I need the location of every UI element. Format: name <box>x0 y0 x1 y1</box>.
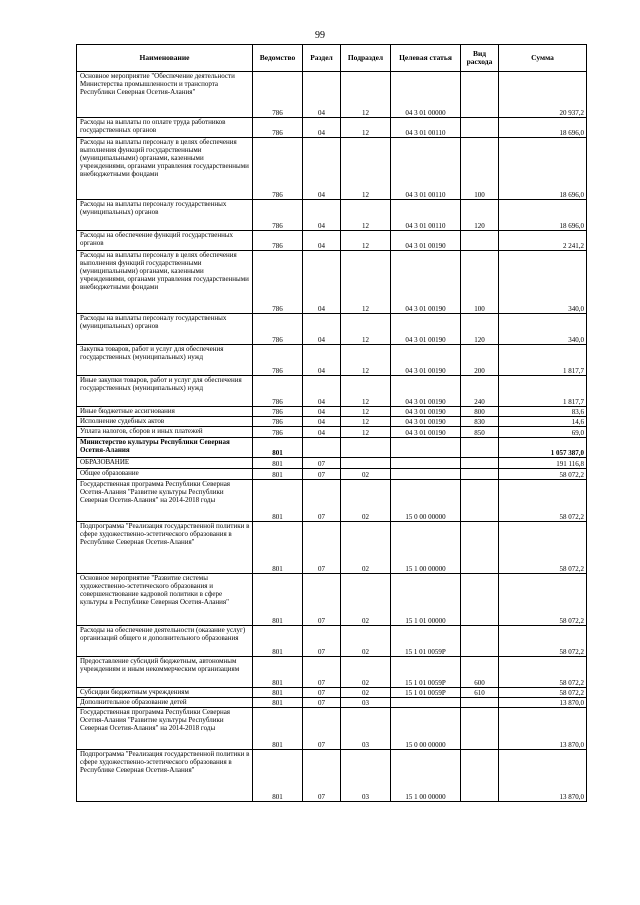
row-section-cell: 04 <box>303 407 341 417</box>
row-amount-cell: 13 870,0 <box>499 698 587 708</box>
row-department-cell: 786 <box>253 231 303 251</box>
row-subsection-cell: 12 <box>341 72 391 118</box>
row-name-cell: Расходы на выплаты персоналу в целях обеспечения выполнения функций государственными (муниципальными) органами, казенными учреждениями, органами управления государственными внебюджетными фондами <box>77 251 253 314</box>
row-target-item-cell: 15 1 01 0059Р <box>391 626 461 657</box>
row-subsection-cell: 02 <box>341 469 391 480</box>
row-amount-cell: 340,0 <box>499 314 587 345</box>
row-name-cell: Подпрограмма "Реализация государственной политики в сфере художественно-эстетического образования в Республике Северная Осетия-Алания" <box>77 750 253 802</box>
row-amount-cell: 2 241,2 <box>499 231 587 251</box>
row-target-item-cell: 15 1 00 00000 <box>391 522 461 574</box>
row-department-cell: 801 <box>253 438 303 458</box>
table-row <box>77 458 587 469</box>
row-target-item-cell: 04 3 01 00190 <box>391 417 461 427</box>
table-row <box>77 522 587 574</box>
row-subsection-cell: 02 <box>341 688 391 698</box>
row-target-item-cell: 04 3 01 00190 <box>391 231 461 251</box>
row-section-cell: 07 <box>303 458 341 469</box>
row-section-cell: 07 <box>303 698 341 708</box>
row-subsection-cell: 12 <box>341 118 391 138</box>
row-subsection-cell: 12 <box>341 138 391 200</box>
row-section-cell: 04 <box>303 376 341 407</box>
table-row <box>77 407 587 417</box>
row-name-cell: Расходы на выплаты по оплате труда работников государственных органов <box>77 118 253 138</box>
table-row <box>77 438 587 458</box>
row-amount-cell: 14,6 <box>499 417 587 427</box>
row-section-cell: 04 <box>303 345 341 376</box>
table-row <box>77 688 587 698</box>
row-subsection-cell: 02 <box>341 574 391 626</box>
row-target-item-cell <box>391 469 461 480</box>
row-name-cell: Расходы на обеспечение функций государственных органов <box>77 231 253 251</box>
row-department-cell: 801 <box>253 657 303 688</box>
row-amount-cell: 18 696,0 <box>499 138 587 200</box>
row-subsection-cell: 12 <box>341 345 391 376</box>
row-section-cell <box>303 438 341 458</box>
row-department-cell: 801 <box>253 458 303 469</box>
row-name-cell: Иные бюджетные ассигнования <box>77 407 253 417</box>
table-row <box>77 469 587 480</box>
row-name-cell: Подпрограмма "Реализация государственной политики в сфере художественно-эстетического образования в Республике Северная Осетия-Алания" <box>77 522 253 574</box>
row-subsection-cell: 12 <box>341 314 391 345</box>
row-department-cell: 801 <box>253 574 303 626</box>
table-row <box>77 480 587 522</box>
row-section-cell: 07 <box>303 480 341 522</box>
row-target-item-cell: 04 3 01 00110 <box>391 138 461 200</box>
row-expense-type-cell <box>461 438 499 458</box>
row-section-cell: 07 <box>303 626 341 657</box>
row-name-cell: Уплата налогов, сборов и иных платежей <box>77 427 253 438</box>
table-row <box>77 574 587 626</box>
row-amount-cell: 191 116,8 <box>499 458 587 469</box>
row-amount-cell: 58 072,2 <box>499 574 587 626</box>
row-department-cell: 786 <box>253 314 303 345</box>
row-department-cell: 801 <box>253 480 303 522</box>
row-department-cell: 786 <box>253 138 303 200</box>
row-expense-type-cell <box>461 708 499 750</box>
row-section-cell: 04 <box>303 118 341 138</box>
row-target-item-cell: 15 0 00 00000 <box>391 708 461 750</box>
header-subsection: Подраздел <box>341 45 391 72</box>
row-amount-cell: 18 696,0 <box>499 118 587 138</box>
row-department-cell: 786 <box>253 407 303 417</box>
row-subsection-cell: 03 <box>341 698 391 708</box>
row-department-cell: 801 <box>253 469 303 480</box>
row-amount-cell: 13 870,0 <box>499 708 587 750</box>
row-section-cell: 04 <box>303 417 341 427</box>
row-department-cell: 786 <box>253 376 303 407</box>
row-subsection-cell: 03 <box>341 708 391 750</box>
row-expense-type-cell <box>461 118 499 138</box>
row-section-cell: 07 <box>303 750 341 802</box>
row-department-cell: 786 <box>253 72 303 118</box>
row-subsection-cell: 02 <box>341 480 391 522</box>
table-row <box>77 657 587 688</box>
row-amount-cell: 1 057 387,0 <box>499 438 587 458</box>
table-row <box>77 251 587 314</box>
row-name-cell: Государственная программа Республики Северная Осетия-Алания "Развитие культуры Республики Северная Осетия-Алания" на 2014-2018 годы <box>77 480 253 522</box>
row-target-item-cell: 15 1 01 0059Р <box>391 688 461 698</box>
row-expense-type-cell <box>461 522 499 574</box>
row-name-cell: Министерство культуры Республики Северная Осетия-Алания <box>77 438 253 458</box>
row-section-cell: 07 <box>303 657 341 688</box>
row-expense-type-cell: 850 <box>461 427 499 438</box>
row-target-item-cell: 04 3 01 00190 <box>391 407 461 417</box>
row-subsection-cell: 03 <box>341 750 391 802</box>
row-subsection-cell: 12 <box>341 427 391 438</box>
header-name: Наименование <box>77 45 253 72</box>
table-row <box>77 376 587 407</box>
row-expense-type-cell: 800 <box>461 407 499 417</box>
row-expense-type-cell <box>461 231 499 251</box>
row-name-cell: Иные закупки товаров, работ и услуг для обеспечения государственных (муниципальных) нужд <box>77 376 253 407</box>
row-section-cell: 04 <box>303 200 341 231</box>
row-target-item-cell: 04 3 01 00190 <box>391 376 461 407</box>
row-department-cell: 801 <box>253 688 303 698</box>
row-subsection-cell: 12 <box>341 376 391 407</box>
row-name-cell: Основное мероприятие "Обеспечение деятельности Министерства промышленности и транспорта Республики Северная Осетия-Алания" <box>77 72 253 118</box>
row-amount-cell: 58 072,2 <box>499 626 587 657</box>
row-target-item-cell <box>391 458 461 469</box>
header-section: Раздел <box>303 45 341 72</box>
row-name-cell: Расходы на обеспечение деятельности (оказание услуг) организаций общего и дополнительного образования <box>77 626 253 657</box>
row-section-cell: 04 <box>303 231 341 251</box>
table-row <box>77 417 587 427</box>
page-number: 99 <box>315 30 325 41</box>
table-row <box>77 626 587 657</box>
row-department-cell: 801 <box>253 626 303 657</box>
table-header-row <box>77 45 587 72</box>
row-department-cell: 801 <box>253 522 303 574</box>
row-expense-type-cell <box>461 480 499 522</box>
row-amount-cell: 58 072,2 <box>499 657 587 688</box>
header-amount: Сумма <box>499 45 587 72</box>
row-section-cell: 04 <box>303 138 341 200</box>
row-target-item-cell: 15 1 01 0059Р <box>391 657 461 688</box>
table-row <box>77 345 587 376</box>
row-expense-type-cell: 200 <box>461 345 499 376</box>
row-expense-type-cell: 830 <box>461 417 499 427</box>
row-expense-type-cell: 100 <box>461 138 499 200</box>
row-amount-cell: 1 817,7 <box>499 376 587 407</box>
table-row <box>77 427 587 438</box>
row-department-cell: 786 <box>253 200 303 231</box>
row-expense-type-cell <box>461 626 499 657</box>
row-section-cell: 04 <box>303 251 341 314</box>
row-expense-type-cell: 240 <box>461 376 499 407</box>
row-target-item-cell: 04 3 01 00190 <box>391 345 461 376</box>
row-department-cell: 801 <box>253 708 303 750</box>
row-target-item-cell <box>391 438 461 458</box>
table-row <box>77 750 587 802</box>
row-amount-cell: 340,0 <box>499 251 587 314</box>
table-row <box>77 72 587 118</box>
row-section-cell: 07 <box>303 522 341 574</box>
row-name-cell: Предоставление субсидий бюджетным, автономным учреждениям и иным некоммерческим организациям <box>77 657 253 688</box>
header-department: Ведомство <box>253 45 303 72</box>
row-amount-cell: 20 937,2 <box>499 72 587 118</box>
row-target-item-cell: 04 3 01 00110 <box>391 118 461 138</box>
row-amount-cell: 69,0 <box>499 427 587 438</box>
row-department-cell: 786 <box>253 427 303 438</box>
row-name-cell: Общее образование <box>77 469 253 480</box>
row-section-cell: 07 <box>303 469 341 480</box>
table-row <box>77 708 587 750</box>
row-expense-type-cell <box>461 698 499 708</box>
row-subsection-cell: 12 <box>341 200 391 231</box>
row-name-cell: Основное мероприятие "Развитие системы художественно-эстетического образования и совершенствование кадровой политики в сфере культуры в Республике Северная Осетия-Алания" <box>77 574 253 626</box>
row-subsection-cell: 12 <box>341 407 391 417</box>
row-amount-cell: 18 696,0 <box>499 200 587 231</box>
row-name-cell: Расходы на выплаты персоналу государственных (муниципальных) органов <box>77 314 253 345</box>
row-target-item-cell: 04 3 01 00190 <box>391 427 461 438</box>
row-subsection-cell: 02 <box>341 522 391 574</box>
table-row <box>77 118 587 138</box>
row-department-cell: 786 <box>253 417 303 427</box>
row-target-item-cell: 04 3 01 00190 <box>391 314 461 345</box>
row-name-cell: Субсидии бюджетным учреждениям <box>77 688 253 698</box>
row-expense-type-cell <box>461 458 499 469</box>
row-expense-type-cell: 610 <box>461 688 499 698</box>
row-name-cell: Дополнительное образование детей <box>77 698 253 708</box>
row-department-cell: 801 <box>253 698 303 708</box>
header-target-item: Целевая статья <box>391 45 461 72</box>
row-target-item-cell: 15 1 01 00000 <box>391 574 461 626</box>
row-department-cell: 786 <box>253 251 303 314</box>
row-section-cell: 04 <box>303 72 341 118</box>
row-amount-cell: 58 072,2 <box>499 469 587 480</box>
row-subsection-cell: 02 <box>341 626 391 657</box>
row-name-cell: Исполнение судебных актов <box>77 417 253 427</box>
row-department-cell: 786 <box>253 345 303 376</box>
row-section-cell: 07 <box>303 574 341 626</box>
row-amount-cell: 83,6 <box>499 407 587 417</box>
table-row <box>77 200 587 231</box>
table-row <box>77 231 587 251</box>
row-expense-type-cell: 120 <box>461 200 499 231</box>
row-section-cell: 07 <box>303 708 341 750</box>
row-target-item-cell: 04 3 01 00190 <box>391 251 461 314</box>
row-target-item-cell: 04 3 01 00110 <box>391 200 461 231</box>
row-amount-cell: 13 870,0 <box>499 750 587 802</box>
row-expense-type-cell <box>461 750 499 802</box>
row-target-item-cell: 15 0 00 00000 <box>391 480 461 522</box>
row-subsection-cell <box>341 458 391 469</box>
row-name-cell: Закупка товаров, работ и услуг для обеспечения государственных (муниципальных) нужд <box>77 345 253 376</box>
row-subsection-cell <box>341 438 391 458</box>
row-amount-cell: 58 072,2 <box>499 480 587 522</box>
row-subsection-cell: 02 <box>341 657 391 688</box>
row-name-cell: Государственная программа Республики Северная Осетия-Алания "Развитие культуры Республики Северная Осетия-Алания" на 2014-2018 годы <box>77 708 253 750</box>
row-expense-type-cell <box>461 574 499 626</box>
row-subsection-cell: 12 <box>341 231 391 251</box>
row-subsection-cell: 12 <box>341 417 391 427</box>
row-amount-cell: 1 817,7 <box>499 345 587 376</box>
table-row <box>77 138 587 200</box>
row-expense-type-cell: 100 <box>461 251 499 314</box>
row-name-cell: ОБРАЗОВАНИЕ <box>77 458 253 469</box>
row-amount-cell: 58 072,2 <box>499 522 587 574</box>
table-row <box>77 314 587 345</box>
row-target-item-cell: 04 3 01 00000 <box>391 72 461 118</box>
table-row <box>77 698 587 708</box>
budget-table <box>76 44 587 802</box>
row-department-cell: 801 <box>253 750 303 802</box>
row-amount-cell: 58 072,2 <box>499 688 587 698</box>
row-section-cell: 04 <box>303 427 341 438</box>
row-expense-type-cell: 600 <box>461 657 499 688</box>
row-target-item-cell <box>391 698 461 708</box>
row-expense-type-cell <box>461 469 499 480</box>
row-subsection-cell: 12 <box>341 251 391 314</box>
row-department-cell: 786 <box>253 118 303 138</box>
row-section-cell: 07 <box>303 688 341 698</box>
row-target-item-cell: 15 1 00 00000 <box>391 750 461 802</box>
header-expense-type: Вид расхода <box>461 45 499 72</box>
row-expense-type-cell: 120 <box>461 314 499 345</box>
row-expense-type-cell <box>461 72 499 118</box>
row-section-cell: 04 <box>303 314 341 345</box>
row-name-cell: Расходы на выплаты персоналу государственных (муниципальных) органов <box>77 200 253 231</box>
row-name-cell: Расходы на выплаты персоналу в целях обеспечения выполнения функций государственными (муниципальными) органами, казенными учреждениями, органами управления государственными внебюджетными фондами <box>77 138 253 200</box>
